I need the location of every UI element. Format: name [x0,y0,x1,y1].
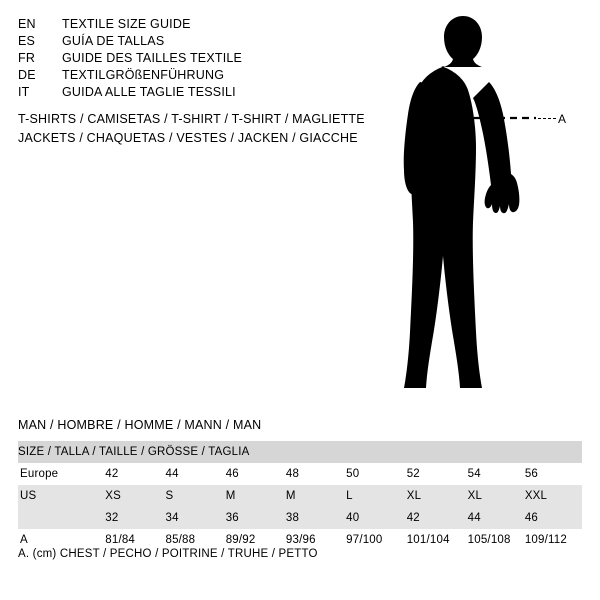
cell-us-1: XS [105,485,165,507]
cell-us-8: XXL [525,485,582,507]
language-row-fr [18,50,378,67]
cell-usnum-3: 36 [226,507,286,529]
man-section-title: MAN / HOMBRE / HOMME / MANN / MAN [18,418,262,432]
row-label-europe: Europe [18,463,105,485]
row-label-us-numeric [18,507,105,529]
cell-europe-5: 50 [346,463,407,485]
cell-europe-3: 46 [226,463,286,485]
cell-europe-6: 52 [407,463,468,485]
man-silhouette-icon [390,8,600,408]
category-block [18,110,418,148]
cell-us-5: L [346,485,407,507]
cell-europe-4: 48 [286,463,346,485]
row-label-a: A [18,529,105,551]
language-code-de: DE [18,68,36,82]
size-table [18,441,582,551]
language-row-it [18,84,378,101]
cell-a-5: 97/100 [346,529,407,551]
footnote-chest-measure: A. (cm) CHEST / PECHO / POITRINE / TRUHE / PETTO [18,548,318,560]
cell-usnum-2: 34 [165,507,225,529]
language-code-fr: FR [18,51,36,65]
cell-a-8: 109/112 [525,529,582,551]
cell-a-7: 105/108 [468,529,525,551]
chest-marker-label: A [558,112,567,126]
cell-a-1: 81/84 [105,529,165,551]
language-text-it: GUIDA ALLE TAGLIE TESSILI [62,85,236,99]
cell-a-4: 93/96 [286,529,346,551]
row-label-us: US [18,485,105,507]
cell-us-2: S [165,485,225,507]
language-text-fr: GUIDE DES TAILLES TEXTILE [62,51,243,65]
category-line-jackets: JACKETS / CHAQUETAS / VESTES / JACKEN / GIACCHE [18,131,358,145]
cell-usnum-7: 44 [468,507,525,529]
cell-usnum-5: 40 [346,507,407,529]
cell-usnum-4: 38 [286,507,346,529]
cell-europe-7: 54 [468,463,525,485]
table-row [18,507,582,529]
cell-us-7: XL [468,485,525,507]
category-line-tshirts: T-SHIRTS / CAMISETAS / T-SHIRT / T-SHIRT / MAGLIETTE [18,112,365,126]
cell-us-6: XL [407,485,468,507]
language-code-it: IT [18,85,30,99]
cell-usnum-6: 42 [407,507,468,529]
language-row-de [18,67,378,84]
table-row [18,463,582,485]
cell-usnum-8: 46 [525,507,582,529]
language-row-en [18,16,378,33]
cell-europe-8: 56 [525,463,582,485]
language-text-en: TEXTILE SIZE GUIDE [62,17,191,31]
cell-europe-2: 44 [165,463,225,485]
cell-a-3: 89/92 [226,529,286,551]
cell-us-4: M [286,485,346,507]
cell-us-3: M [226,485,286,507]
language-text-de: TEXTILGRÖßENFÜHRUNG [62,68,225,82]
cell-a-2: 85/88 [165,529,225,551]
language-text-es: GUÍA DE TALLAS [62,34,165,48]
cell-europe-1: 42 [105,463,165,485]
figure-area [390,8,600,408]
cell-usnum-1: 32 [105,507,165,529]
language-header-block [18,16,378,101]
language-row-es [18,33,378,50]
language-code-en: EN [18,17,36,31]
table-header-label: SIZE / TALLA / TAILLE / GRÖSSE / TAGLIA [18,441,582,463]
table-row [18,485,582,507]
chest-marker-dashes [538,118,556,119]
cell-a-6: 101/104 [407,529,468,551]
language-code-es: ES [18,34,36,48]
table-header-row [18,441,582,463]
